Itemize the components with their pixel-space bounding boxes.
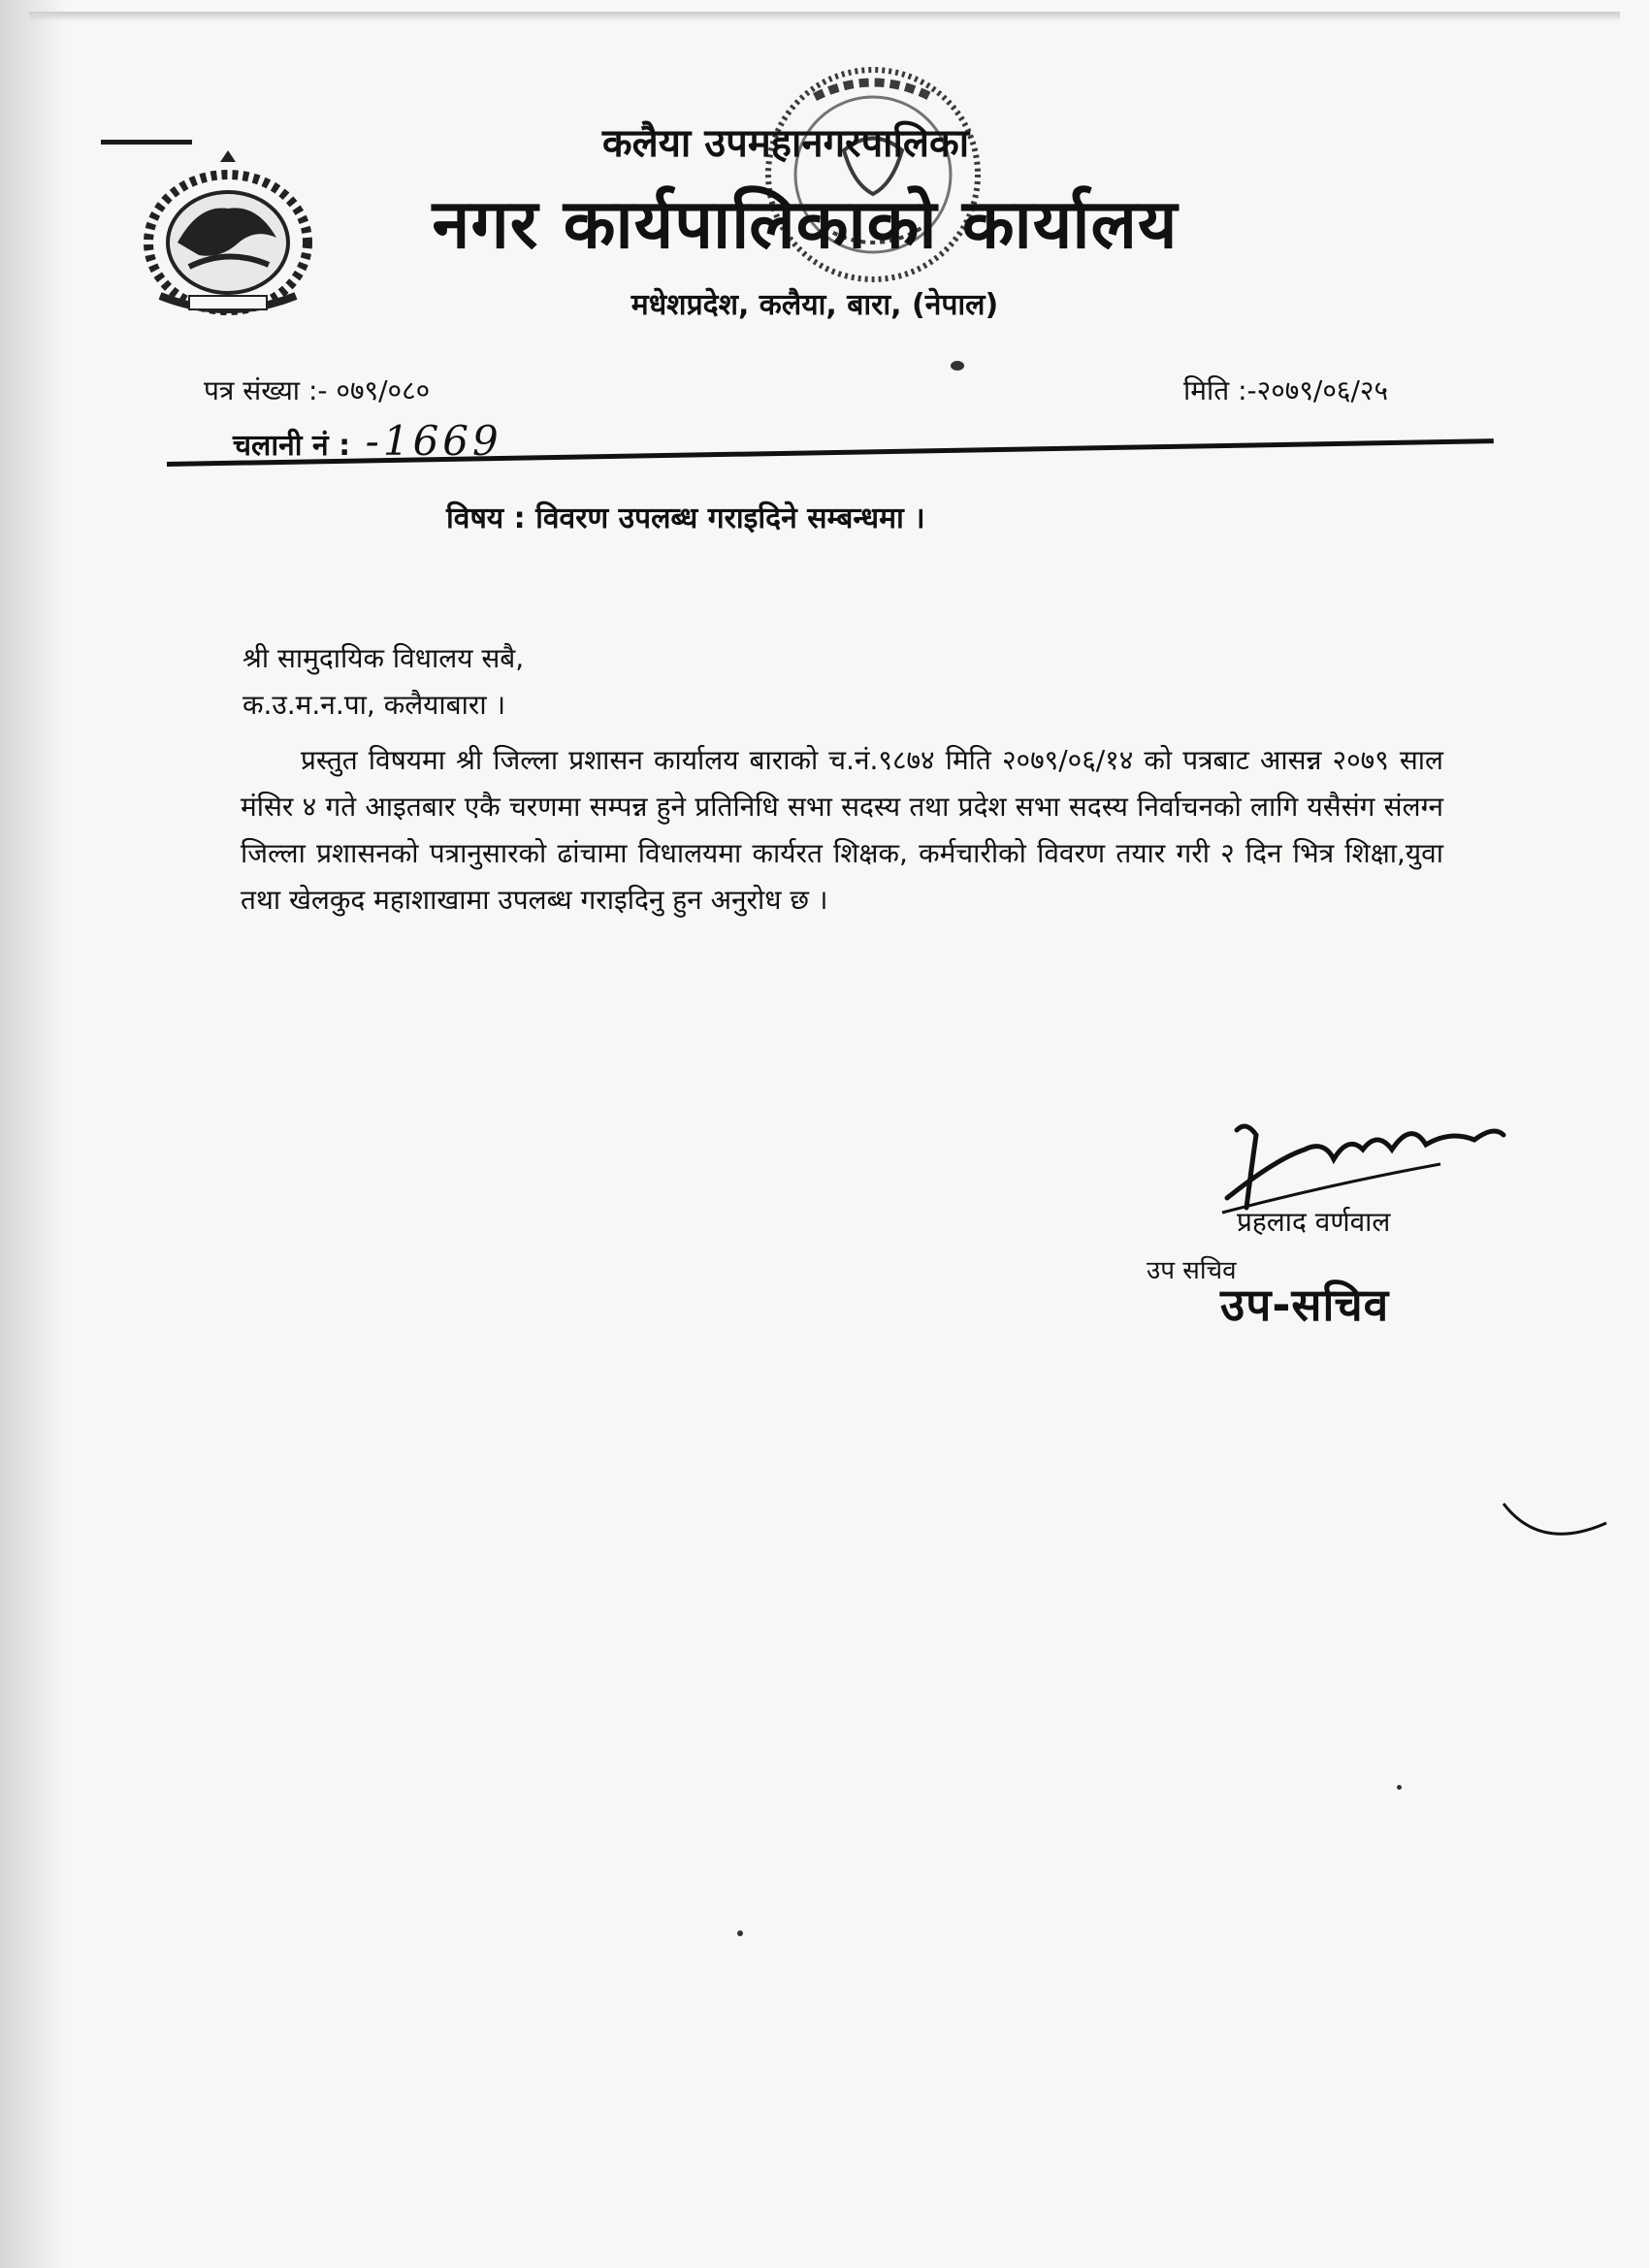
scan-top-edge (29, 12, 1620, 21)
body-paragraph: प्रस्तुत विषयमा श्री जिल्ला प्रशासन कार्यालय बाराको च.नं.९८७४ मिति २०७९/०६/१४ को पत्रबाट आसन्न २०७९ साल मंसिर ४ गते आइतबार एकै चरणमा सम्पन्न हुने प्रतिनिधि सभा सदस्य तथा प्रदेश सभा सदस्य निर्वाचनको लागि यसैसंग संलग्न जिल्ला प्रशासनको पत्रानुसारको ढांचामा विधालयमा कार्यरत शिक्षक, कर्मचारीको विवरण तयार गरी २ दिन भित्र शिक्षा,युवा तथा खेलकुद महाशाखामा उपलब्ध गराइदिनु हुन अनुरोध छ । (241, 744, 1443, 916)
dispatch-number-value: -1669 (365, 417, 502, 465)
letter-number (204, 372, 430, 408)
addressee-block (242, 635, 524, 729)
letter-date (1183, 372, 1388, 408)
scan-left-shadow (0, 0, 68, 2268)
logo-dash (101, 140, 192, 145)
nepal-emblem-icon (131, 150, 325, 325)
office-address: मधेशप्रदेश, कलैया, बारा, (नेपाल) (630, 288, 999, 322)
subject-line: विषय : विवरण उपलब्ध गराइदिने सम्बन्धमा । (446, 502, 925, 535)
scan-speck (1397, 1785, 1402, 1790)
signatory-name: प्रहलाद वर्णवाल (1237, 1206, 1391, 1238)
pen-stroke-mark (1502, 1494, 1608, 1552)
date-label: मिति :- (1183, 374, 1257, 406)
scan-speck (951, 361, 964, 371)
designation-stamp: उप-सचिव (1220, 1279, 1390, 1331)
signatory-title: उप सचिव (1147, 1256, 1237, 1285)
letter-number-label: पत्र संख्या :- (204, 374, 328, 406)
handwritten-signature (1217, 1091, 1508, 1217)
office-name: नगर कार्यपालिकाको कार्यालय (432, 184, 1179, 264)
date-value: २०७९/०६/२५ (1256, 374, 1389, 406)
scan-speck (737, 1930, 743, 1936)
addressee-line-2: क.उ.म.न.पा, कलैयाबारा । (242, 689, 506, 721)
letter-number-value: ०७९/०८० (336, 374, 431, 406)
addressee-line-1: श्री सामुदायिक विधालय सबै, (242, 642, 525, 674)
letter-body (241, 737, 1443, 923)
municipality-name: कलैया उपमहानगरपालिका (601, 121, 970, 166)
dispatch-number-label: चलानी नं : (233, 429, 351, 463)
